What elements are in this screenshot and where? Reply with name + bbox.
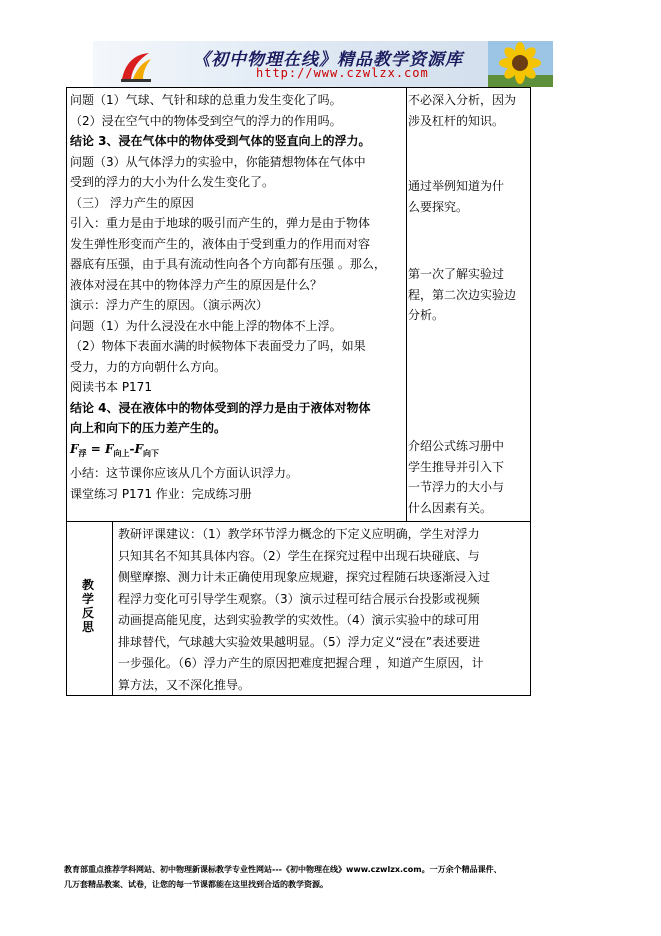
content-line: 受到的浮力的大小为什么发生变化了。 — [70, 175, 275, 189]
content-line: 受力，力的方向朝什么方向。 — [70, 359, 227, 374]
content-line: 引入：重力是由于地球的吸引而产生的，弹力是由于物体 — [70, 216, 371, 230]
reflection-label: 教 学 反 思 — [81, 578, 94, 634]
header-banner — [93, 41, 553, 87]
content-line: 课堂练习 P171 作业：完成练习册 — [70, 486, 252, 501]
conclusion-line: 结论 3、浸在气体中的物体受到气体的竖直向上的浮力。 — [70, 134, 371, 148]
section-heading: （三） 浮力产生的原因 — [70, 195, 194, 210]
row-divider — [67, 521, 530, 522]
side-note: 介绍公式练习册中 学生推导并引入下 一节浮力的大小与 什么因素有关。 — [408, 439, 505, 515]
content-line: 阅读书本 P171 — [70, 380, 152, 394]
sunflower-icon — [488, 41, 553, 87]
page-footer — [64, 862, 604, 892]
content-line: 问题（3）从气体浮力的实验中，你能猜想物体在气体中 — [70, 154, 366, 169]
reflection-text: 教研评课建议：（1）教学环节浮力概念的下定义应明确，学生对浮力 只知其名不知其具体内容。（2）学生在探究过程中出现石块碰底、与 侧壁摩擦、测力计未正确使用现象应规避，探究过程随石块逐渐浸入过 程浮力变化可引导学生观察。（3）演示过程可结合展示台投影或视频 动画提高能见度，达到实验教学的实效性。（4）演示实验中的球可用 排球替代，气球越大实验效果越明显。（5）浮力定义“浸在”表述要进 一步强化。（6）浮力产生的原因把难度把握合理 ，知道产生原因，计 算方法，又不深化推导。 — [118, 527, 491, 692]
buoyancy-formula: $F_浮 = F_{向上}-F_{向下}$ — [70, 441, 159, 458]
conclusion-line: 向上和向下的压力差产生的。 — [70, 421, 227, 435]
site-logo-icon — [119, 49, 153, 83]
content-line: 发生弹性形变而产生的，液体由于受到重力的作用而对容 — [70, 236, 371, 251]
label-divider — [112, 521, 113, 695]
content-line: 小结：这节课你应该从几个方面认识浮力。 — [70, 466, 299, 480]
side-note: 不必深入分析，因为 涉及杠杆的知识。 — [408, 93, 517, 128]
content-line: （2）物体下表面水满的时候物体下表面受力了吗，如果 — [70, 339, 366, 353]
content-line: 问题（1）气球、气针和球的总重力发生变化了吗。 — [70, 93, 342, 107]
side-note: 第一次了解实验过 程，第二次边实验边 分析。 — [408, 267, 517, 322]
banner-url[interactable]: http://www.czwlzx.com — [256, 66, 429, 80]
banner-title: 《初中物理在线》精品教学资源库 — [193, 50, 463, 70]
side-note: 通过举例知道为什 么要探究。 — [408, 179, 505, 214]
footer-line: 教育部重点推荐学科网站、初中物理新课标教学专业性网站---《初中物理在线》www.czwlzx.com。一万余个精品课件、 — [64, 865, 502, 874]
column-divider — [406, 88, 407, 521]
content-line: 液体对浸在其中的物体浮力产生的原因是什么？ — [70, 277, 323, 292]
lesson-content — [70, 90, 406, 504]
lesson-table — [66, 87, 531, 696]
content-line: 器底有压强，由于具有流动性向各个方向都有压强 。那么， — [70, 257, 386, 271]
content-line: 问题（1）为什么浸没在水中能上浮的物体不上浮。 — [70, 318, 342, 333]
content-line: 演示：浮力产生的原因。（演示两次） — [70, 298, 269, 312]
footer-line: 几万套精品教案、试卷，让您的每一节课都能在这里找到合适的教学资源。 — [64, 880, 328, 889]
content-line: （2）浸在空气中的物体受到空气的浮力的作用吗。 — [70, 113, 342, 128]
conclusion-line: 结论 4、浸在液体中的物体受到的浮力是由于液体对物体 — [70, 400, 371, 415]
